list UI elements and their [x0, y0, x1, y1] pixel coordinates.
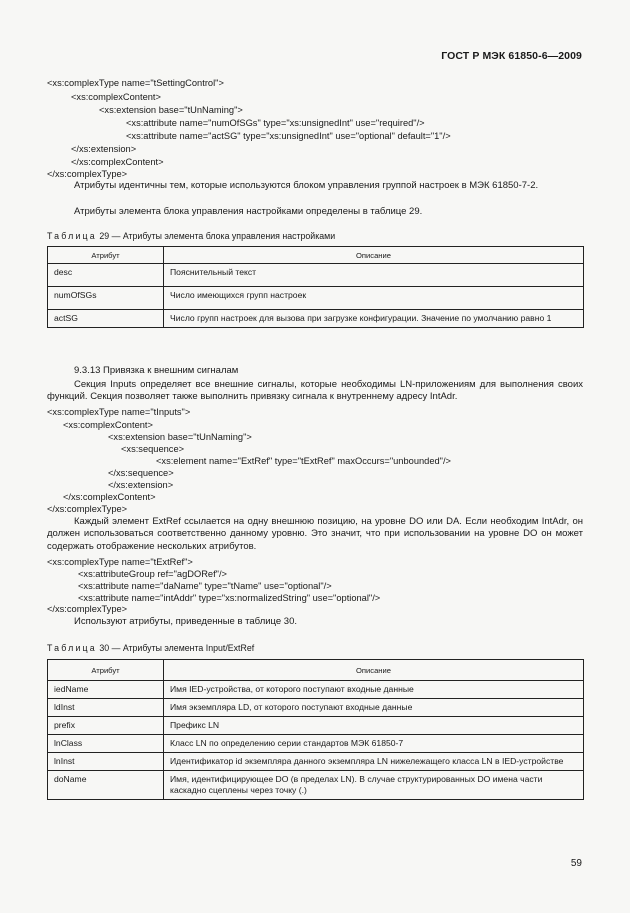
code-line: </xs:complexType> — [47, 169, 128, 179]
paragraph-text: Секция Inputs определяет все внешние сигналы, которые необходимы LN-приложениям для выполнения своих функций. Секция позволяет также выполнить привязку сигнала к внутреннему адресу IntAdr. — [47, 379, 583, 403]
column-header: Атрибут — [48, 247, 164, 264]
cell-desc: Пояснительный текст — [164, 264, 584, 287]
cell-desc: Число имеющихся групп настроек — [164, 287, 584, 310]
table-header-row — [48, 247, 584, 264]
table-row — [48, 264, 584, 287]
code-line: <xs:attribute name="daName" type="tName" use="optional"/> — [78, 581, 332, 591]
table-caption — [47, 643, 254, 653]
section-heading — [47, 365, 583, 377]
cell-attr: prefix — [48, 717, 164, 735]
paragraph-text: Атрибуты элемента блока управления настройками определены в таблице 29. — [74, 206, 423, 217]
paragraph — [47, 616, 583, 628]
caption-prefix: Таблица — [47, 643, 97, 653]
table-caption — [47, 231, 335, 241]
table-30 — [47, 659, 584, 800]
code-line: <xs:attributeGroup ref="agDORef"/> — [78, 569, 227, 579]
column-header: Описание — [164, 660, 584, 681]
paragraph — [47, 180, 583, 192]
code-line: </xs:complexContent> — [71, 157, 164, 167]
code-line: <xs:complexType name="tInputs"> — [47, 407, 191, 417]
table-header-row — [48, 660, 584, 681]
cell-desc: Имя, идентифицирующее DO (в пределах LN). В случае структурированных DO имена части каскадно сцеплены через точку (.) — [164, 771, 584, 800]
table-29 — [47, 246, 584, 328]
code-line: </xs:complexType> — [47, 504, 128, 514]
table-row — [48, 771, 584, 800]
code-line: <xs:attribute name="actSG" type="xs:unsignedInt" use="optional" default="1"/> — [126, 131, 451, 141]
document-header: ГОСТ Р МЭК 61850-6—2009 — [441, 50, 582, 62]
paragraph-text: Атрибуты идентичны тем, которые используются блоком управления группой настроек в МЭК 61850-7-2. — [74, 180, 539, 191]
code-line: </xs:sequence> — [108, 468, 174, 478]
caption-text: 30 — Атрибуты элемента Input/ExtRef — [99, 643, 255, 653]
cell-attr: desc — [48, 264, 164, 287]
code-line: </xs:extension> — [108, 480, 174, 490]
code-line: <xs:element name="ExtRef" type="tExtRef" maxOccurs="unbounded"/> — [156, 456, 451, 466]
caption-prefix: Таблица — [47, 231, 97, 241]
code-line: <xs:complexType name="tSettingControl"> — [47, 78, 224, 88]
page-number: 59 — [570, 858, 582, 869]
paragraph-text: Используют атрибуты, приведенные в таблице 30. — [74, 616, 298, 627]
cell-desc: Число групп настроек для вызова при загрузке конфигурации. Значение по умолчанию равно 1 — [164, 310, 584, 328]
caption-text: 29 — Атрибуты элемента блока управления настройками — [99, 231, 336, 241]
cell-attr: iedName — [48, 681, 164, 699]
column-header: Атрибут — [48, 660, 164, 681]
table-row — [48, 310, 584, 328]
section-title: 9.3.13 Привязка к внешним сигналам — [74, 365, 239, 376]
cell-attr: actSG — [48, 310, 164, 328]
table-row — [48, 717, 584, 735]
table-row — [48, 681, 584, 699]
code-line: <xs:complexContent> — [63, 420, 153, 430]
code-line: <xs:attribute name="numOfSGs" type="xs:unsignedInt" use="required"/> — [126, 118, 425, 128]
cell-attr: numOfSGs — [48, 287, 164, 310]
code-line: <xs:extension base="tUnNaming"> — [99, 105, 243, 115]
cell-desc: Класс LN по определению серии стандартов МЭК 61850-7 — [164, 735, 584, 753]
table-row — [48, 753, 584, 771]
cell-desc: Имя экземпляра LD, от которого поступают входные данные — [164, 699, 584, 717]
cell-attr: doName — [48, 771, 164, 800]
paragraph — [47, 206, 583, 218]
code-line: </xs:complexContent> — [63, 492, 156, 502]
table-row — [48, 287, 584, 310]
cell-desc: Идентификатор id экземпляра данного экземпляра LN нижележащего класса LN в IED-устройстве — [164, 753, 584, 771]
code-line: <xs:complexContent> — [71, 92, 161, 102]
code-line: <xs:complexType name="tExtRef"> — [47, 557, 193, 567]
paragraph — [47, 516, 583, 553]
cell-desc: Имя IED-устройства, от которого поступают входные данные — [164, 681, 584, 699]
paragraph-text: Каждый элемент ExtRef ссылается на одну внешнюю позицию, на уровне DO или DA. Если необходим IntAdr, он должен использоваться соответственно данному уровню. Это значит, что при использовании на уровне DO он может содержать отображение нескольких атрибутов. — [47, 516, 583, 552]
cell-attr: lnInst — [48, 753, 164, 771]
code-line: </xs:extension> — [71, 144, 137, 154]
code-line: <xs:attribute name="intAddr" type="xs:normalizedString" use="optional"/> — [78, 593, 381, 603]
code-line: <xs:extension base="tUnNaming"> — [108, 432, 252, 442]
cell-attr: lnClass — [48, 735, 164, 753]
cell-desc: Префикс LN — [164, 717, 584, 735]
column-header: Описание — [164, 247, 584, 264]
paragraph — [47, 379, 583, 404]
code-line: </xs:complexType> — [47, 604, 128, 614]
code-line: <xs:sequence> — [121, 444, 185, 454]
cell-attr: ldInst — [48, 699, 164, 717]
table-row — [48, 699, 584, 717]
table-row — [48, 735, 584, 753]
